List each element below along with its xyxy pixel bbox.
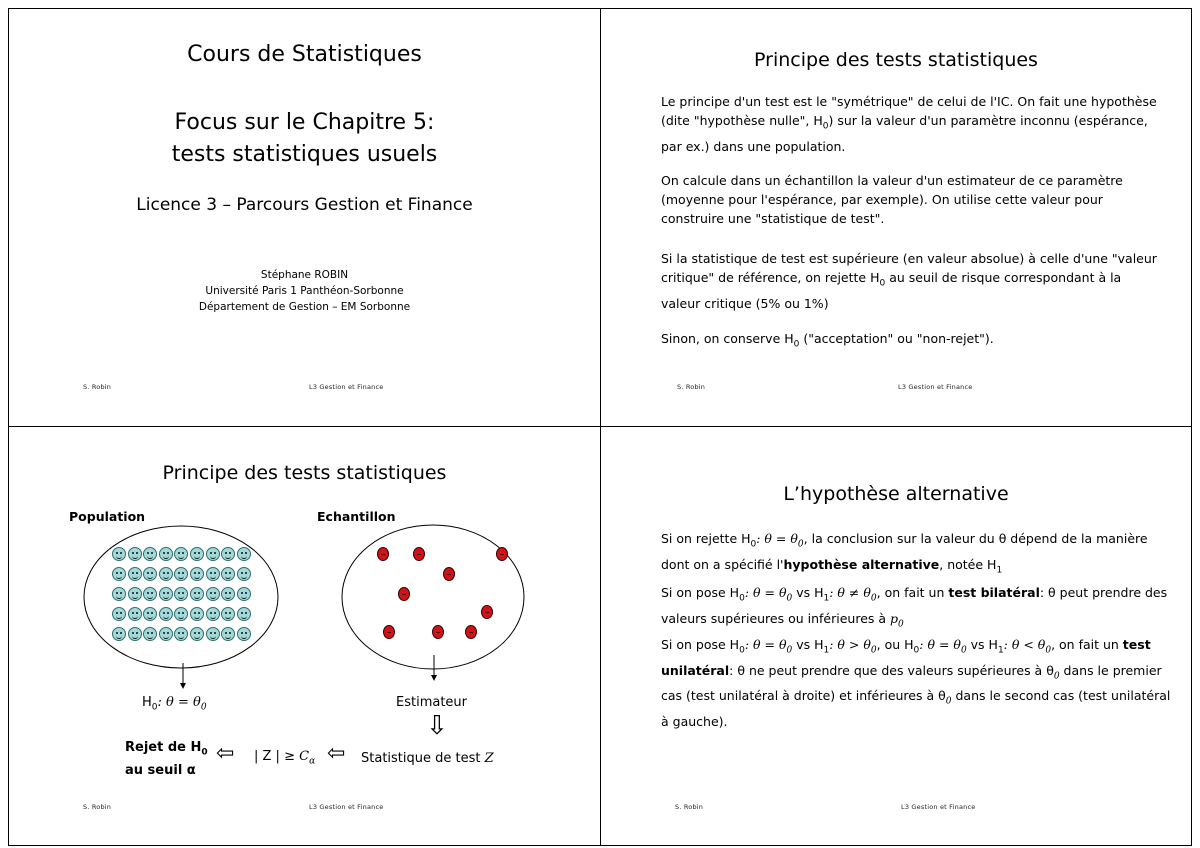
smiley-face-icon [128, 627, 142, 641]
paragraph-acceptance: Sinon, on conserve $H_0$ ("acceptation" ou "non-rejet"). [661, 331, 994, 350]
sample-point-icon [481, 605, 493, 619]
left-arrow-icon: ⇦ [216, 741, 235, 766]
slide-title [8, 8, 601, 427]
sample-point-icon [377, 547, 389, 561]
test-statistic-label: Statistique de test Z [361, 751, 494, 766]
program-name: Licence 3 – Parcours Gestion et Finance [136, 195, 473, 215]
smiley-face-icon [159, 607, 173, 621]
smiley-face-icon [237, 607, 251, 621]
slide-title: Principe des tests statistiques [754, 49, 1038, 71]
population-arrow-head [180, 683, 186, 689]
smiley-face-icon [237, 567, 251, 581]
sample-point-icon [443, 567, 455, 581]
sample-point-icon [413, 547, 425, 561]
department-name: Département de Gestion – EM Sorbonne [198, 301, 411, 313]
slide-title: Principe des tests statistiques [162, 462, 447, 484]
smiley-face-icon [128, 587, 142, 601]
smiley-face-icon [112, 567, 126, 581]
footer-course: L3 Gestion et Finance [901, 803, 976, 811]
smiley-face-icon [190, 607, 204, 621]
smiley-face-icon [112, 547, 126, 561]
slide-alternative-hypothesis [600, 426, 1192, 846]
sample-arrow-head [431, 675, 437, 681]
slide-principle-diagram [8, 426, 601, 846]
rejection-label: Rejet de $H_0$ au seuil α [125, 740, 208, 778]
sample-point-icon [465, 625, 477, 639]
paragraph-rejection-alternative: Si on rejette $H_0$: $\theta = \theta_0$, la conclusion sur la valeur du θ dépend de la manière dont on a spécifié l'hypothèse alternative, notée $H_1$ [661, 531, 1148, 575]
smiley-face-icon [206, 547, 220, 561]
footer-author: S. Robin [677, 383, 706, 391]
paragraph-bilateral-test: Si on pose $H_0$: $\theta = \theta_0$ vs $H_1$: $\theta \ne \theta_0$, on fait un test bilatéral: θ peut prendre des valeurs supérieures ou inférieures à $p_0$ [661, 585, 1168, 629]
smiley-face-icon [206, 567, 220, 581]
footer-course: L3 Gestion et Finance [309, 383, 384, 391]
smiley-face-icon [159, 627, 173, 641]
smiley-face-icon [190, 547, 204, 561]
smiley-face-icon [159, 587, 173, 601]
estimator-label: Estimateur [396, 695, 468, 710]
smiley-face-icon [190, 567, 204, 581]
smiley-face-icon [112, 607, 126, 621]
subtitle-line-1: Focus sur le Chapitre 5: [174, 110, 435, 135]
smiley-face-icon [159, 547, 173, 561]
smiley-face-icon [206, 587, 220, 601]
footer-author: S. Robin [83, 803, 112, 811]
paragraph-unilateral-test: Si on pose $H_0$: $\theta = \theta_0$ vs $H_1$: $\theta > \theta_0$, ou $H_0$: $\theta = \theta_0$ vs $H_1$: $\theta < \theta_0$, on fait un test unilatéral: θ ne peut prendre que des valeurs supérieures à $\theta_0$ dans le premier cas (test unilatéral à droite) et inférieures à $\theta_0$ dans le second cas (test unilatéral à gauche). [661, 637, 1171, 729]
university-name: Université Paris 1 Panthéon-Sorbonne [205, 285, 404, 297]
diagram-lines [9, 427, 601, 846]
null-hypothesis: $H_0$: $\theta = \theta_0$ [142, 695, 207, 713]
sample-point-icon [383, 625, 395, 639]
paragraph-principle: Le principe d'un test est le "symétrique" de celui de l'IC. On fait une hypothèse (dite "hypothèse nulle", $H_0$) sur la valeur d'un paramètre inconnu (espérance, par ex.) dans une population. [661, 94, 1157, 154]
course-title: Cours de Statistiques [187, 42, 422, 67]
left-arrow-icon: ⇦ [327, 741, 346, 766]
smiley-face-icon [237, 627, 251, 641]
smiley-face-icon [112, 587, 126, 601]
sample-point-icon [432, 625, 444, 639]
sample-label: Echantillon [317, 509, 396, 524]
chapter-subtitle [9, 107, 600, 171]
smiley-face-icon [206, 607, 220, 621]
author-name: Stéphane ROBIN [260, 269, 349, 281]
footer-author: S. Robin [675, 803, 704, 811]
slide-title: L’hypothèse alternative [783, 483, 1009, 505]
sample-point-icon [398, 587, 410, 601]
author-block [9, 267, 600, 315]
smiley-face-icon [237, 547, 251, 561]
footer-author: S. Robin [83, 383, 112, 391]
smiley-face-icon [128, 607, 142, 621]
smiley-face-icon [206, 627, 220, 641]
footer-course: L3 Gestion et Finance [309, 803, 384, 811]
subtitle-line-2: tests statistiques usuels [171, 142, 438, 167]
paragraph-rejection: Si la statistique de test est supérieure (en valeur absolue) à celle d'une "valeur critique" de référence, on rejette $H_0$ au seuil de risque correspondant à la valeur critique (5% ou 1%) [661, 251, 1157, 311]
smiley-face-icon [159, 567, 173, 581]
paragraph-estimator: On calcule dans un échantillon la valeur d'un estimateur de ce paramètre (moyenne pour l'espérance, par exemple). On utilise cette valeur pour construire une "statistique de test". [661, 173, 1123, 226]
smiley-face-icon [190, 587, 204, 601]
down-arrow-icon: ⇩ [426, 711, 448, 741]
smiley-face-icon [112, 627, 126, 641]
population-label: Population [69, 509, 146, 524]
smiley-face-icon [190, 627, 204, 641]
smiley-face-icon [128, 547, 142, 561]
footer-course: L3 Gestion et Finance [898, 383, 973, 391]
smiley-face-icon [128, 567, 142, 581]
slide-principle-text [600, 8, 1192, 427]
sample-ellipse [342, 525, 524, 669]
critical-condition: | Z | ≥ $C_\alpha$ [254, 749, 316, 767]
sample-point-icon [496, 547, 508, 561]
smiley-face-icon [237, 587, 251, 601]
